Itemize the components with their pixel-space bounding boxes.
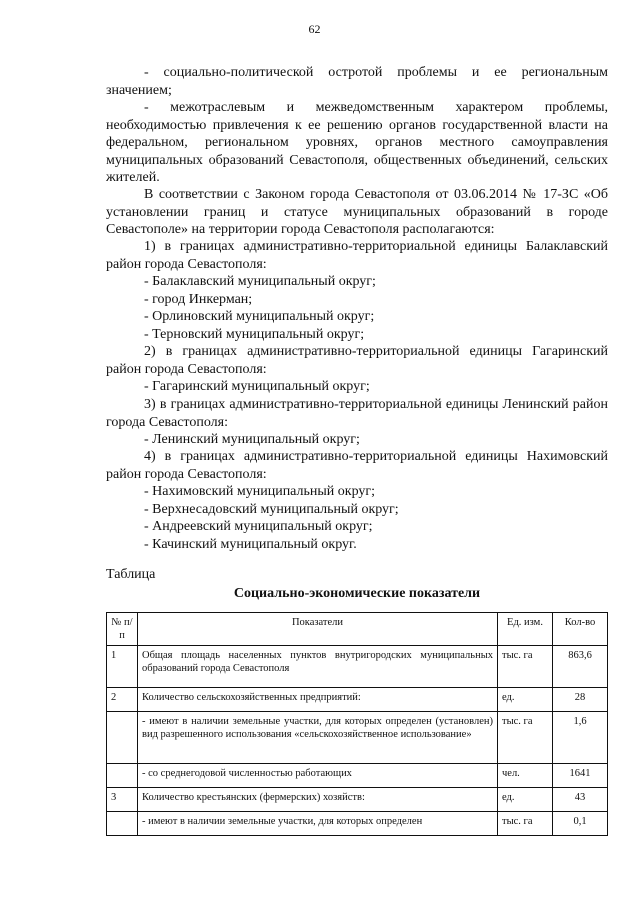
paragraph-intersectoral: - межотраслевым и межведомственным характером проблемы, необходимостью привлечения к ее решению органов государственной власти на федеральном, региональном уровнях, органов местного самоуправления муниципальных образований Севастополя, общественных объединений, сельских жителей. (106, 100, 608, 185)
table-row (107, 646, 608, 688)
row-indicator: - со среднегодовой численностью работающих (138, 764, 498, 788)
list-item-gagarinsky: - Гагаринский муниципальный округ; (144, 379, 370, 394)
table-caption: Таблица (106, 567, 156, 582)
paragraph-item-3: 3) в границах административно-территориальной единицы Ленинский район города Севастополя: (106, 397, 608, 430)
row-quantity: 0,1 (553, 812, 608, 836)
list-item-leninsky: - Ленинский муниципальный округ; (144, 432, 360, 447)
row-unit: ед. (498, 788, 553, 812)
table-title: Социально-экономические показатели (233, 586, 481, 601)
header-indicator: Показатели (138, 613, 498, 646)
row-quantity: 1641 (553, 764, 608, 788)
paragraph-item-1: 1) в границах административно-территориальной единицы Балаклавский район города Севастополя: (106, 239, 608, 272)
header-unit: Ед. изм. (498, 613, 553, 646)
row-quantity: 1,6 (553, 712, 608, 764)
row-indicator: - имеют в наличии земельные участки, для которых определен (138, 812, 498, 836)
row-number: 3 (107, 788, 138, 812)
row-indicator: Количество сельскохозяйственных предприятий: (138, 688, 498, 712)
table-row (107, 764, 608, 788)
table-row (107, 788, 608, 812)
row-number (107, 764, 138, 788)
list-item-andreevsky: - Андреевский муниципальный округ; (144, 519, 373, 534)
row-unit: чел. (498, 764, 553, 788)
row-number (107, 712, 138, 764)
row-number: 2 (107, 688, 138, 712)
list-item-orlinovsky: - Орлиновский муниципальный округ; (144, 309, 375, 324)
row-number: 1 (107, 646, 138, 688)
list-item-ternovsky: - Терновский муниципальный округ; (144, 327, 365, 342)
row-unit: тыс. га (498, 646, 553, 688)
paragraph-political-acuteness: - социально-политической остротой проблемы и ее региональным значением; (106, 65, 608, 98)
row-indicator: - имеют в наличии земельные участки, для которых определен (установлен) вид разрешенного использования «сельскохозяйственное использование» (138, 712, 498, 764)
list-item-verkhnesadovsky: - Верхнесадовский муниципальный округ; (144, 502, 399, 517)
table-header-row (107, 613, 608, 646)
paragraph-item-2: 2) в границах административно-территориальной единицы Гагаринский район города Севастополя: (106, 344, 608, 377)
list-item-balaklava: - Балаклавский муниципальный округ; (144, 274, 376, 289)
list-item-kachinsky: - Качинский муниципальный округ. (144, 537, 357, 552)
row-indicator: Количество крестьянских (фермерских) хозяйств: (138, 788, 498, 812)
row-number (107, 812, 138, 836)
row-unit: ед. (498, 688, 553, 712)
row-quantity: 28 (553, 688, 608, 712)
list-item-nakhimovsky: - Нахимовский муниципальный округ; (144, 484, 376, 499)
header-quantity: Кол-во (553, 613, 608, 646)
row-quantity: 863,6 (553, 646, 608, 688)
page-number: 62 (308, 22, 321, 36)
row-unit: тыс. га (498, 812, 553, 836)
table-row (107, 712, 608, 764)
paragraph-item-4: 4) в границах административно-территориальной единицы Нахимовский район города Севастополя: (106, 449, 608, 482)
row-unit: тыс. га (498, 712, 553, 764)
row-indicator: Общая площадь населенных пунктов внутригородских муниципальных образований города Севастополя (138, 646, 498, 688)
row-quantity: 43 (553, 788, 608, 812)
table-row (107, 812, 608, 836)
indicators-table (106, 612, 608, 836)
table-row (107, 688, 608, 712)
header-number: № п/п (107, 613, 138, 646)
list-item-inkerman: - город Инкерман; (144, 292, 253, 307)
paragraph-law-reference: В соответствии с Законом города Севастополя от 03.06.2014 № 17-ЗС «Об установлении границ и статусе муниципальных образований в городе Севастополе» на территории города Севастополя располагаются: (106, 187, 608, 237)
